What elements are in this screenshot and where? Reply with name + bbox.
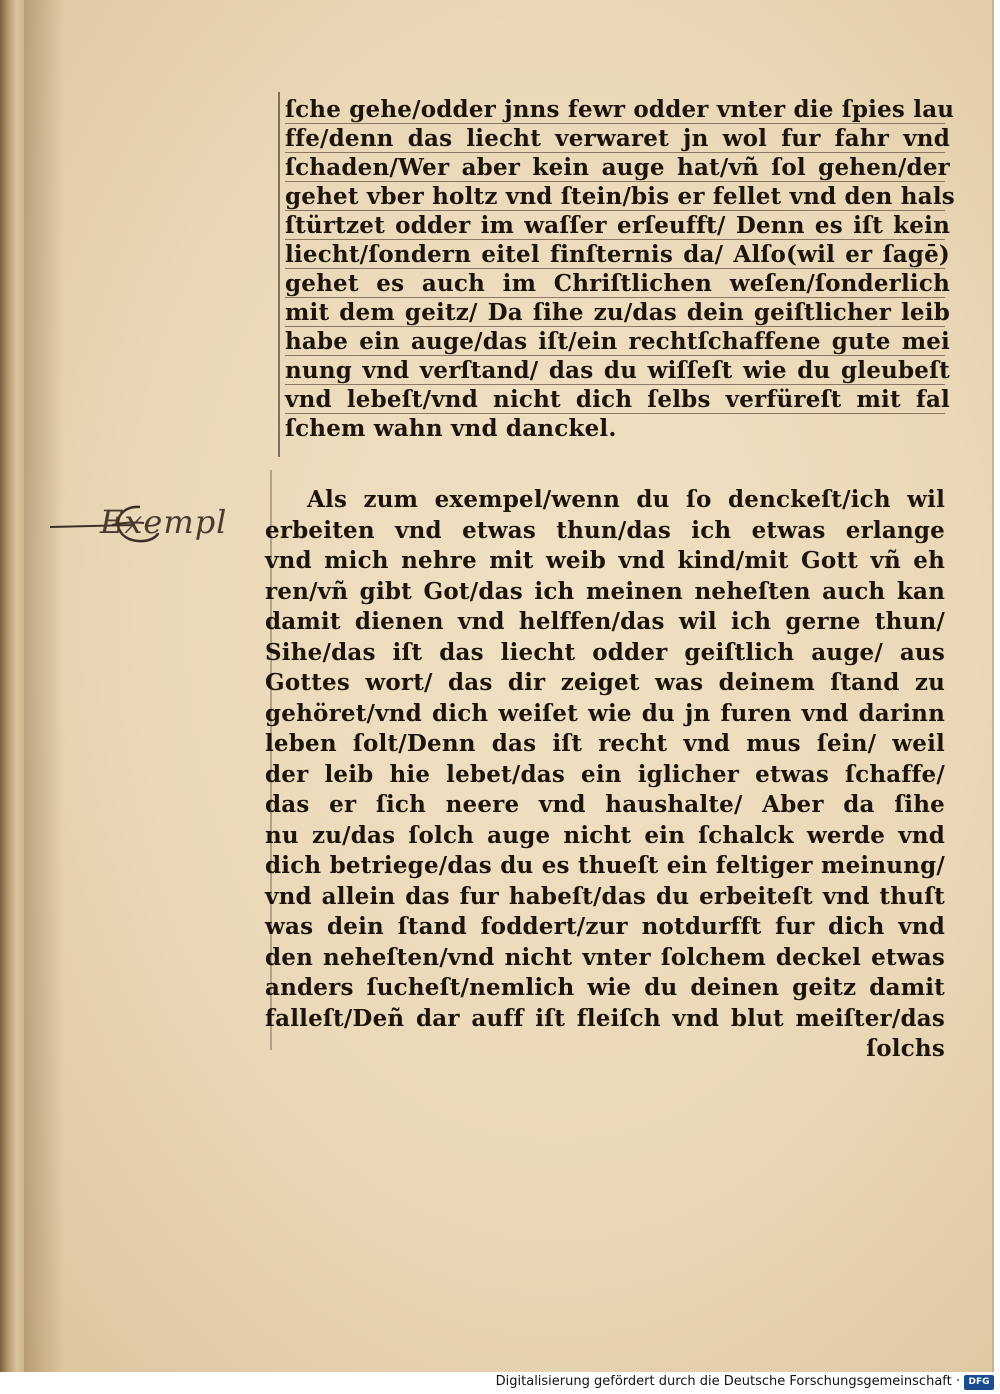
ink-underline — [285, 181, 945, 182]
text-line: gehet vber holtz vnd ſtein/bis er fellet vnd den hals — [285, 183, 955, 210]
ink-underline — [285, 123, 945, 124]
left-margin-rule — [278, 92, 280, 457]
text-line: gehet es auch im Chriſtlichen weſen/ſonderlich — [285, 270, 950, 297]
text-line: den neheſten/vnd nicht vnter ſolchem deckel etwas — [265, 943, 945, 971]
margin-note — [40, 495, 270, 565]
text-line: Sihe/das iſt das liecht odder geiſtlich auge/ aus — [265, 638, 945, 666]
margin-note-text: Exempl — [100, 503, 228, 541]
ink-underline — [285, 384, 945, 385]
ink-underline — [285, 413, 945, 414]
catchword: ſolchs — [866, 1035, 945, 1062]
ink-underline — [285, 355, 945, 356]
ink-underline — [285, 152, 945, 153]
text-line: gehöret/vnd dich weiſet wie du jn furen vnd darinn — [265, 699, 945, 727]
text-line: habe ein auge/das iſt/ein rechtſchaffene gute mei — [285, 328, 950, 355]
ink-underline — [285, 210, 945, 211]
footer-credit: Digitalisierung gefördert durch die Deutsche Forschungsgemeinschaft · — [495, 1374, 960, 1389]
text-line: was dein ſtand foddert/zur notdurfft fur dich vnd — [265, 913, 945, 940]
text-line: nung vnd verſtand/ das du wiſſeſt wie du gleubeſt — [285, 357, 950, 384]
faded-library-stamp — [28, 175, 278, 285]
text-line: vnd mich nehre mit weib vnd kind/mit Gott vñ eh — [265, 547, 945, 574]
ink-underline — [285, 239, 945, 240]
text-line: dich betriege/das du es thueſt ein feltiger meinung/ — [265, 852, 945, 879]
ink-underline — [285, 297, 945, 298]
text-line: ſchem wahn vnd danckel. — [285, 415, 617, 442]
text-line: Als zum exempel/wenn du ſo denckeſt/ich wil — [307, 486, 945, 513]
text-line: erbeiten vnd etwas thun/das ich etwas erlange — [265, 516, 945, 544]
text-line: vnd allein das fur habeſt/das du erbeiteſt vnd thuſt — [265, 882, 945, 910]
text-line: vnd lebeſt/vnd nicht dich ſelbs verfüreſt mit fal — [285, 386, 950, 413]
book-edge — [0, 0, 24, 1372]
digitization-footer — [0, 1372, 1000, 1394]
text-line: der leib hie lebet/das ein iglicher etwas ſchaffe/ — [265, 760, 945, 788]
ink-underline — [285, 268, 945, 269]
text-line: das er ſich neere vnd haushalte/ Aber da ſihe — [265, 791, 945, 818]
text-line: ſtürtzet odder im waſſer erſeufft/ Denn es iſt kein — [285, 212, 950, 239]
text-line: ren/vñ gibt Got/das ich meinen neheſten auch kan — [265, 577, 945, 605]
text-line: damit dienen vnd helffen/das wil ich gerne thun/ — [265, 608, 945, 635]
text-line: Gottes wort/ das dir zeiget was deinem ſtand zu — [265, 669, 945, 696]
text-line: mit dem geitz/ Da ſihe zu/das dein geiſtlicher leib — [285, 299, 950, 326]
text-line: falleſt/Deñ dar auff iſt fleiſch vnd blut meiſter/das — [265, 1004, 945, 1032]
text-line: nu zu/das ſolch auge nicht ein ſchalck werde vnd — [265, 821, 945, 849]
text-line: anders ſucheſt/nemlich wie du deinen geitz damit — [265, 974, 945, 1001]
paragraph-1 — [285, 95, 955, 443]
dfg-logo: DFG — [964, 1375, 994, 1390]
text-line: ſche gehe/odder jnns fewr odder vnter die ſpies lau — [285, 96, 955, 123]
text-line: liecht/ſondern eitel finſternis da/ Alſo(wil er ſagē) — [285, 241, 950, 268]
ink-underline — [285, 326, 945, 327]
text-line: ffe/denn das liecht verwaret jn wol fur fahr vnd — [285, 125, 950, 152]
text-line: ſchaden/Wer aber kein auge hat/vñ ſol gehen/der — [285, 154, 950, 181]
text-line: leben ſolt/Denn das iſt recht vnd mus ſein/ weil — [265, 730, 945, 757]
paragraph-2 — [265, 485, 945, 1065]
